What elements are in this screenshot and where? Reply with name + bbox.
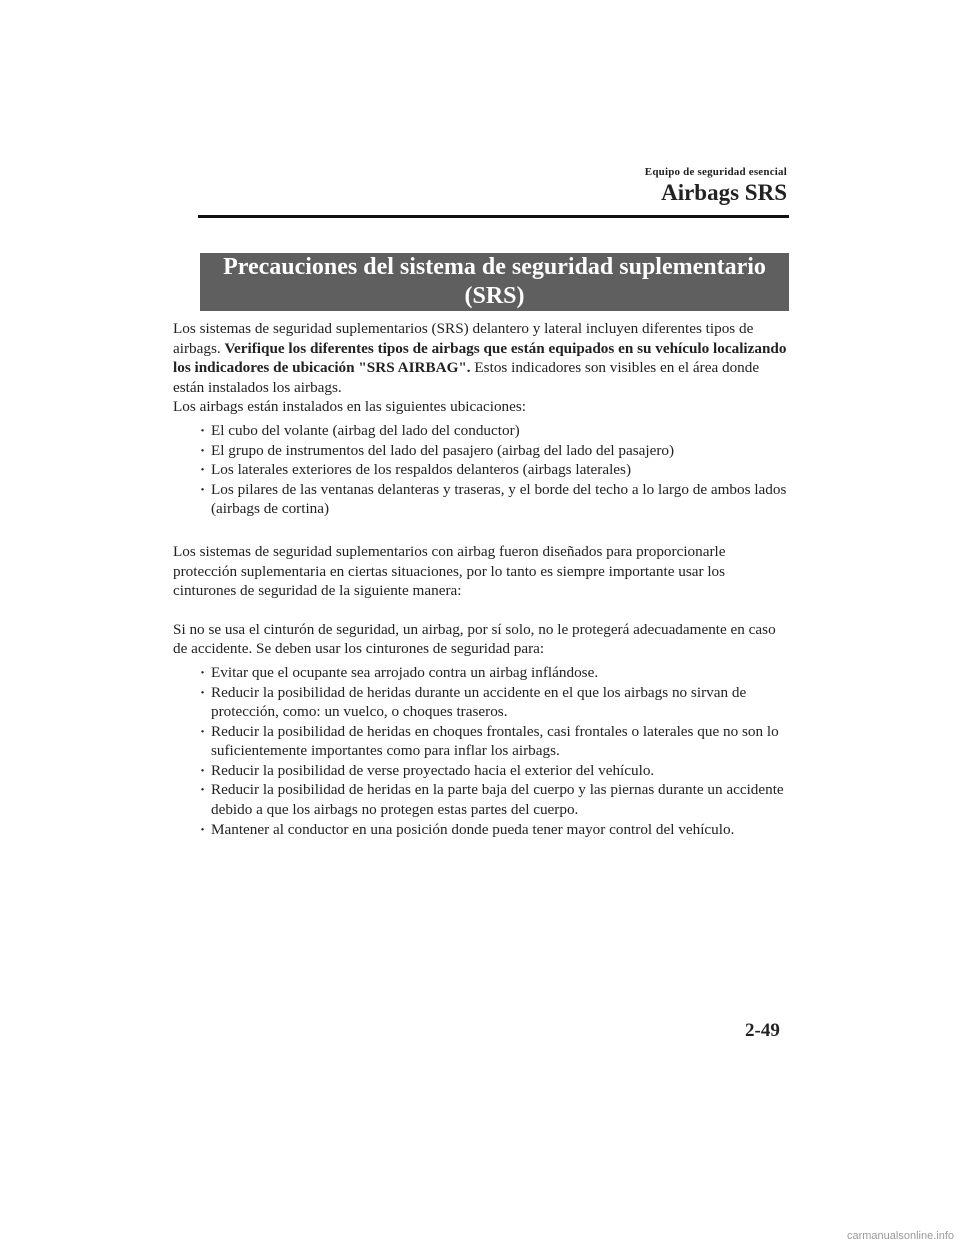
list-item: · El grupo de instrumentos del lado del pasajero (airbag del lado del pasajero) bbox=[211, 441, 790, 461]
body-content bbox=[173, 319, 790, 839]
banner-line-1: Precauciones del sistema de seguridad suplementario bbox=[223, 254, 766, 280]
intro-text-b: Estos indicadores son visibles en el área donde están instalados los airbags. bbox=[173, 359, 760, 396]
section-banner bbox=[200, 253, 789, 311]
header-rule bbox=[198, 215, 789, 218]
watermark-link[interactable]: carmanualsonline.info bbox=[846, 1230, 954, 1242]
intro-bold-text: Verifique los diferentes tipos de airbags que están equipados en su vehículo localizando los indicadores de ubicación "SRS AIRBAG". bbox=[173, 339, 787, 377]
chapter-title: Equipo de seguridad esencial bbox=[644, 166, 787, 178]
banner-line-2: (SRS) bbox=[464, 283, 525, 309]
list-item: · Los pilares de las ventanas delanteras y traseras, y el borde del techo a lo largo de ambos lados (airbags de cortina) bbox=[211, 480, 790, 519]
list-item: · Los laterales exteriores de los respaldos delanteros (airbags laterales) bbox=[211, 460, 790, 480]
list-item: · Reducir la posibilidad de heridas en choques frontales, casi frontales o laterales que no son lo suficientemente importantes como para inflar los airbags. bbox=[211, 722, 790, 761]
section-title: Airbags SRS bbox=[661, 180, 787, 205]
list-item: · Reducir la posibilidad de verse proyectado hacia el exterior del vehículo. bbox=[211, 761, 790, 781]
locations-list bbox=[173, 421, 790, 519]
page-number: 2-49 bbox=[745, 1020, 780, 1041]
list-item: · El cubo del volante (airbag del lado del conductor) bbox=[211, 421, 790, 441]
list-item: · Reducir la posibilidad de heridas en la parte baja del cuerpo y las piernas durante un accidente debido a que los airbags no protegen estas partes del cuerpo. bbox=[211, 780, 790, 819]
intro-text-a: Los sistemas de seguridad suplementarios (SRS) delantero y lateral incluyen diferentes tipos de airbags. bbox=[173, 320, 754, 357]
list-item: · Reducir la posibilidad de heridas durante un accidente en el que los airbags no sirvan de protección, como: un vuelco, o choques traseros. bbox=[211, 683, 790, 722]
page-header bbox=[645, 166, 787, 206]
list-item: · Mantener al conductor en una posición donde pueda tener mayor control del vehículo. bbox=[211, 820, 790, 840]
no-seatbelt-paragraph: Si no se usa el cinturón de seguridad, un airbag, por sí solo, no le protegerá adecuadamente en caso de accidente. Se deben usar los cinturones de seguridad para: bbox=[173, 620, 776, 658]
intro-paragraph bbox=[173, 319, 790, 397]
locations-intro: Los airbags están instalados en las siguientes ubicaciones: bbox=[173, 398, 527, 416]
list-item: · Evitar que el ocupante sea arrojado contra un airbag inflándose. bbox=[211, 663, 790, 683]
purposes-list bbox=[173, 663, 790, 839]
seatbelt-paragraph: Los sistemas de seguridad suplementarios con airbag fueron diseñados para proporcionarle protección suplementaria en ciertas situaciones, por lo tanto es siempre importante usar los cinturones de seguridad de la siguiente manera: bbox=[173, 542, 726, 600]
